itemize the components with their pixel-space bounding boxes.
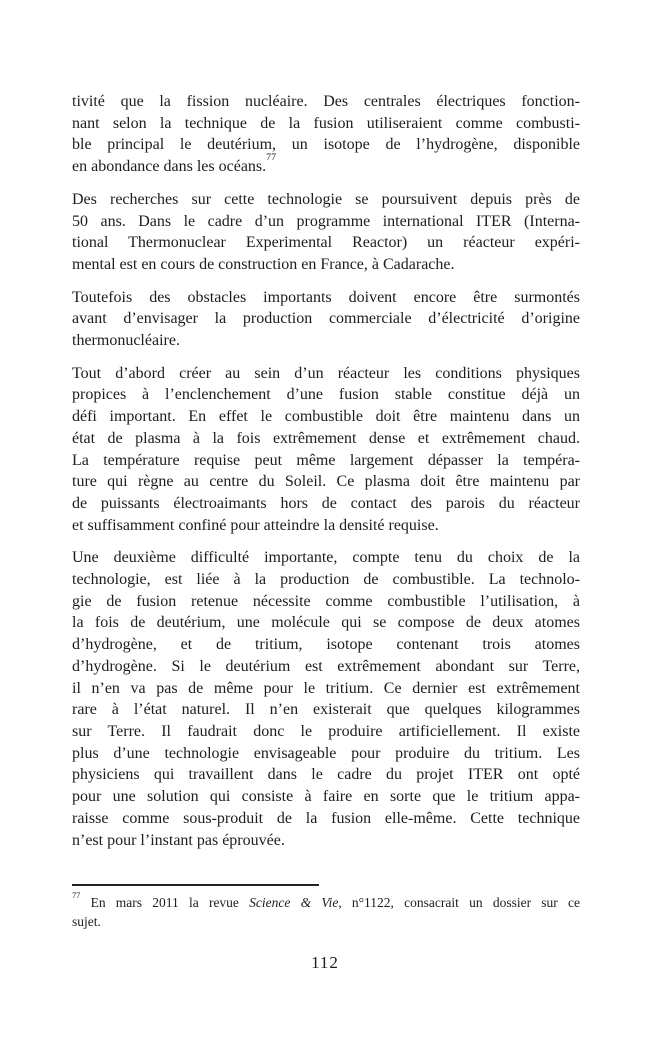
text-line	[72, 189, 580, 211]
paragraph	[72, 287, 580, 352]
text-line	[72, 830, 580, 852]
text-line	[72, 493, 580, 515]
text-segment: propices à l’enclenchement d’une fusion stable constitue déjà un	[72, 386, 580, 404]
text-line	[72, 406, 580, 428]
text-segment: sur Terre. Il faudrait donc le produire artificiellement. Il existe	[72, 722, 580, 740]
text-line	[72, 450, 580, 472]
text-segment: ble principal le deutérium, un isotope de l’hydrogène, disponible	[72, 136, 580, 154]
text-segment: technologie, est liée à la production de combustible. La technolo-	[72, 571, 580, 589]
text-segment: En mars 2011 la revue	[80, 895, 250, 910]
text-segment: mental est en cours de construction en France, à Cadarache.	[72, 255, 455, 273]
footnote-separator	[72, 884, 319, 886]
text-segment: pour une solution qui consiste à faire en sorte que le tritium appa-	[72, 788, 580, 806]
text-segment: défi important. En effet le combustible doit être maintenu dans un	[72, 408, 580, 426]
text-line	[72, 91, 580, 113]
text-line	[72, 634, 580, 656]
text-segment: il n’en va pas de même pour le tritium. Ce dernier est extrêmement	[72, 679, 580, 697]
text-line	[72, 808, 580, 830]
text-line	[72, 743, 580, 765]
text-line	[72, 547, 580, 569]
text-line	[72, 591, 580, 613]
paragraph	[72, 363, 580, 537]
text-segment: ture qui règne au centre du Soleil. Ce plasma doit être maintenu par	[72, 473, 580, 491]
text-line	[72, 913, 580, 932]
text-line	[72, 211, 580, 233]
text-line	[72, 678, 580, 700]
text-line	[72, 254, 580, 276]
text-segment: Tout d’abord créer au sein d’un réacteur les conditions physiques	[72, 364, 580, 382]
text-line	[72, 471, 580, 493]
body-text	[72, 91, 580, 862]
footnote	[72, 890, 580, 931]
text-line	[72, 287, 580, 309]
text-segment: sujet.	[72, 913, 101, 929]
text-segment: Toutefois des obstacles importants doivent encore être surmontés	[72, 288, 580, 306]
text-line	[72, 232, 580, 254]
text-segment: La température requise peut même largement dépasser la tempéra-	[72, 451, 580, 469]
text-line	[72, 515, 580, 537]
text-line	[72, 113, 580, 135]
footnote-reference: 77	[266, 152, 277, 164]
text-line	[72, 721, 580, 743]
paragraph	[72, 91, 580, 178]
text-segment: de puissants électroaimants hors de contact des parois du réacteur	[72, 494, 580, 512]
text-segment: , n°1122, consacrait un dossier sur ce	[338, 895, 580, 910]
text-segment: en abondance dans les océans.	[72, 158, 267, 176]
text-line	[72, 656, 580, 678]
text-segment: 50 ans. Dans le cadre d’un programme international ITER (Interna-	[72, 212, 580, 230]
paragraph	[72, 547, 580, 851]
text-line	[72, 152, 580, 178]
text-segment: rare à l’état naturel. Il n’en existerait que quelques kilogrammes	[72, 701, 580, 719]
text-segment: avant d’envisager la production commerciale d’électricité d’origine	[72, 310, 580, 328]
text-segment: thermonucléaire.	[72, 332, 180, 350]
text-segment: n’est pour l’instant pas éprouvée.	[72, 831, 285, 849]
text-segment: et suffisamment confiné pour atteindre la densité requise.	[72, 516, 439, 534]
text-line	[72, 363, 580, 385]
footnote-reference: 77	[72, 890, 81, 900]
text-segment: physiciens qui travaillent dans le cadre du projet ITER ont opté	[72, 766, 580, 784]
text-segment: raisse comme sous-produit de la fusion elle-même. Cette technique	[72, 809, 580, 827]
text-line	[72, 764, 580, 786]
paragraph	[72, 189, 580, 276]
text-segment: tional Thermonuclear Experimental Reactor) un réacteur expéri-	[72, 234, 580, 252]
text-line	[72, 428, 580, 450]
text-line	[72, 890, 580, 913]
text-segment: Des recherches sur cette technologie se poursuivent depuis près de	[72, 190, 580, 208]
text-segment: gie de fusion retenue nécessite comme combustible l’utilisation, à	[72, 592, 580, 610]
text-segment: d’hydrogène. Si le deutérium est extrêmement abondant sur Terre,	[72, 657, 580, 675]
page-number: 112	[311, 953, 339, 972]
text-segment: la fois de deutérium, une molécule qui se compose de deux atomes	[72, 614, 580, 632]
text-segment: tivité que la fission nucléaire. Des centrales électriques fonction-	[72, 93, 580, 110]
text-line	[72, 569, 580, 591]
text-line	[72, 786, 580, 808]
text-line	[72, 612, 580, 634]
text-line	[72, 308, 580, 330]
text-segment: Une deuxième difficulté importante, compte tenu du choix de la	[72, 549, 580, 567]
text-segment: état de plasma à la fois extrêmement dense et extrêmement chaud.	[72, 429, 580, 447]
italic-text: Science & Vie	[249, 895, 339, 910]
text-line	[72, 134, 580, 156]
text-segment: plus d’une technologie envisageable pour produire du tritium. Les	[72, 744, 580, 762]
text-segment: nant selon la technique de la fusion utiliseraient comme combusti-	[72, 114, 580, 132]
text-line	[72, 699, 580, 721]
text-segment: d’hydrogène, et de tritium, isotope contenant trois atomes	[72, 636, 580, 654]
text-line	[72, 384, 580, 406]
text-line	[72, 330, 580, 352]
